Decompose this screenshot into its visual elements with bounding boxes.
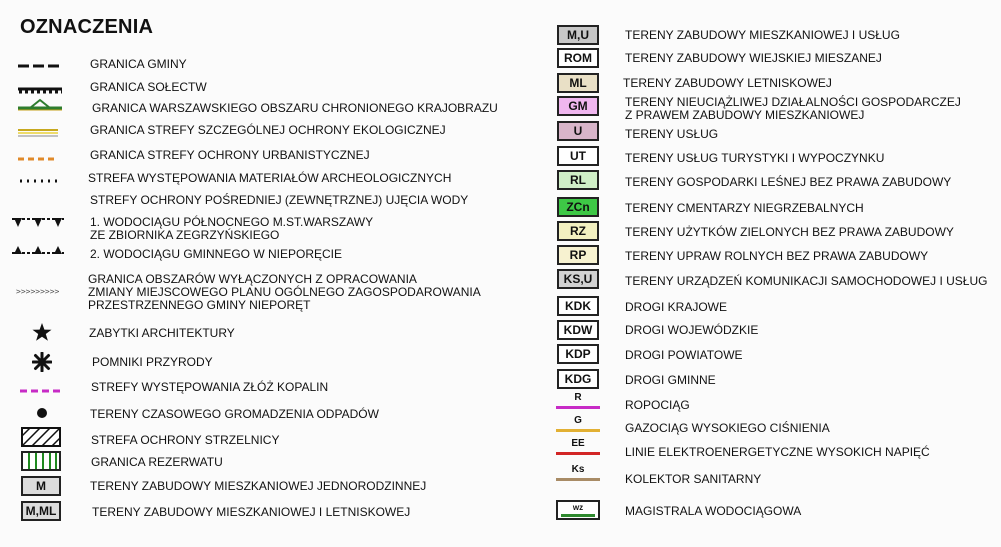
dot-icon: [36, 406, 48, 424]
asterisk-icon: [32, 352, 52, 377]
chevron-line-icon: [16, 282, 60, 300]
magenta-dash-line-icon: [20, 382, 60, 400]
utility-line: [556, 429, 600, 432]
legend-label: GRANICA STREFY OCHRONY URBANISTYCZNEJ: [90, 148, 370, 162]
utility-code: EE: [571, 438, 585, 449]
utility-line-symbol: [556, 416, 600, 432]
legend-label: TERENY CZASOWEGO GROMADZENIA ODPADÓW: [90, 407, 379, 421]
legend-label: POMNIKI PRZYRODY: [92, 355, 213, 369]
legend-label: GRANICA REZERWATU: [91, 455, 223, 469]
legend-label: TERENY UŻYTKÓW ZIELONYCH BEZ PRAWA ZABUDOWY: [625, 225, 954, 239]
legend-label: LINIE ELEKTROENERGETYCZNE WYSOKICH NAPIĘĆ: [625, 445, 930, 459]
legend-label: ROPOCIĄG: [625, 398, 690, 412]
code-box: KDG: [557, 369, 599, 389]
legend-label: TERENY GOSPODARKI LEŚNEJ BEZ PRAWA ZABUDOWY: [625, 175, 952, 189]
triangle-up-line-icon: [12, 243, 64, 261]
legend-label: TERENY ZABUDOWY MIESZKANIOWEJ JEDNORODZINNEJ: [90, 479, 427, 493]
green-bars-box-icon: [21, 451, 61, 476]
legend-label: TERENY USŁUG: [625, 127, 719, 141]
code-box: M,U: [557, 25, 599, 45]
legend-label: DROGI KRAJOWE: [625, 300, 728, 314]
code-box: KDW: [557, 320, 599, 340]
code-box: RZ: [557, 221, 599, 241]
legend-label: ZABYTKI ARCHITEKTURY: [89, 326, 235, 340]
legend-label: DROGI GMINNE: [625, 373, 716, 387]
green-peak-line-icon: [18, 96, 62, 117]
utility-line: [556, 406, 600, 409]
utility-line-symbol: [556, 500, 600, 520]
orange-dash-line-icon: [18, 150, 58, 168]
legend-label: DROGI POWIATOWE: [625, 348, 743, 362]
legend-label: STREFA OCHRONY STRZELNICY: [91, 433, 280, 447]
utility-code: wz: [572, 503, 584, 512]
code-box: ML: [557, 73, 599, 93]
legend-label: GRANICA SOŁECTW: [90, 80, 207, 94]
legend-label: TERENY NIEUCIĄŻLIWEJ DZIAŁALNOŚCI GOSPODARCZEJ Z PRAWEM ZABUDOWY MIESZKANIOWEJ: [625, 95, 961, 122]
legend-label: GRANICA OBSZARÓW WYŁĄCZONYCH Z OPRACOWANIA ZMIANY MIEJSCOWEGO PLANU OGÓLNEGO ZAGOSPODAROWANIA PRZESTRZENNEGO GMINY NIEPORĘT: [88, 272, 481, 312]
code-box: RP: [557, 245, 599, 265]
legend-label: TERENY ZABUDOWY MIESZKANIOWEJ I USŁUG: [625, 28, 900, 42]
dot-line-icon: [18, 172, 58, 190]
legend-label: KOLEKTOR SANITARNY: [625, 472, 762, 486]
legend-label: STREFA WYSTĘPOWANIA MATERIAŁÓW ARCHEOLOGICZNYCH: [88, 171, 452, 185]
utility-line-symbol: [556, 439, 600, 455]
utility-code: Ks: [571, 464, 585, 475]
utility-line: [556, 452, 600, 455]
code-box: RL: [557, 170, 599, 190]
legend-label: TERENY CMENTARZY NIEGRZEBALNYCH: [625, 201, 864, 215]
code-box: ROM: [557, 48, 599, 68]
dash-line-icon: [18, 58, 62, 76]
legend-label: 1. WODOCIĄGU PÓŁNOCNEGO M.ST.WARSZAWY ZE ZBIORNIKA ZEGRZYŃSKIEGO: [90, 215, 374, 242]
utility-code: R: [574, 392, 582, 403]
legend-label: TERENY ZABUDOWY LETNISKOWEJ: [623, 76, 832, 90]
code-box: UT: [557, 146, 599, 166]
code-box: KS,U: [557, 269, 599, 289]
utility-line-symbol: [556, 465, 600, 481]
utility-code: G: [574, 415, 582, 426]
code-box: M: [21, 476, 61, 496]
legend-label: GAZOCIĄG WYSOKIEGO CIŚNIENIA: [625, 421, 830, 435]
legend-title: OZNACZENIA: [20, 16, 154, 38]
legend-label: TERENY URZĄDZEŃ KOMUNIKACJI SAMOCHODOWEJ I USŁUG: [625, 274, 988, 288]
code-box: ZCn: [557, 197, 599, 217]
code-box: U: [557, 121, 599, 141]
utility-line-symbol: [556, 393, 600, 409]
svg-text:>>>>>>>>>: >>>>>>>>>: [16, 287, 60, 295]
legend-label: TERENY ZABUDOWY WIEJSKIEJ MIESZANEJ: [625, 51, 882, 65]
utility-line: [556, 478, 600, 481]
utility-line: [561, 514, 595, 517]
code-box: KDK: [557, 296, 599, 316]
legend-label: 2. WODOCIĄGU GMINNEGO W NIEPORĘCIE: [90, 247, 343, 261]
code-box: M,ML: [21, 501, 61, 521]
yellow-double-line-icon: [18, 124, 58, 142]
legend-label: MAGISTRALA WODOCIĄGOWA: [625, 504, 802, 518]
triangle-down-line-icon: [12, 215, 64, 234]
hatched-box-icon: [21, 427, 61, 452]
code-box: GM: [557, 96, 599, 116]
legend-label: STREFY OCHRONY POŚREDNIEJ (ZEWNĘTRZNEJ) UJĘCIA WODY: [90, 193, 469, 207]
legend-label: TERENY USŁUG TURYSTYKI I WYPOCZYNKU: [625, 151, 885, 165]
legend-label: GRANICA WARSZAWSKIEGO OBSZARU CHRONIONEGO KRAJOBRAZU: [92, 101, 498, 115]
legend-label: GRANICA STREFY SZCZEGÓLNEJ OCHRONY EKOLOGICZNEJ: [90, 123, 446, 137]
legend-label: TERENY UPRAW ROLNYCH BEZ PRAWA ZABUDOWY: [625, 249, 929, 263]
legend-label: GRANICA GMINY: [90, 57, 187, 71]
legend-label: STREFY WYSTĘPOWANIA ZŁÓŻ KOPALIN: [91, 380, 329, 394]
legend-label: DROGI WOJEWÓDZKIE: [625, 323, 759, 337]
star-icon: [32, 322, 52, 347]
code-box: KDP: [557, 344, 599, 364]
legend-label: TERENY ZABUDOWY MIESZKANIOWEJ I LETNISKOWEJ: [92, 505, 411, 519]
